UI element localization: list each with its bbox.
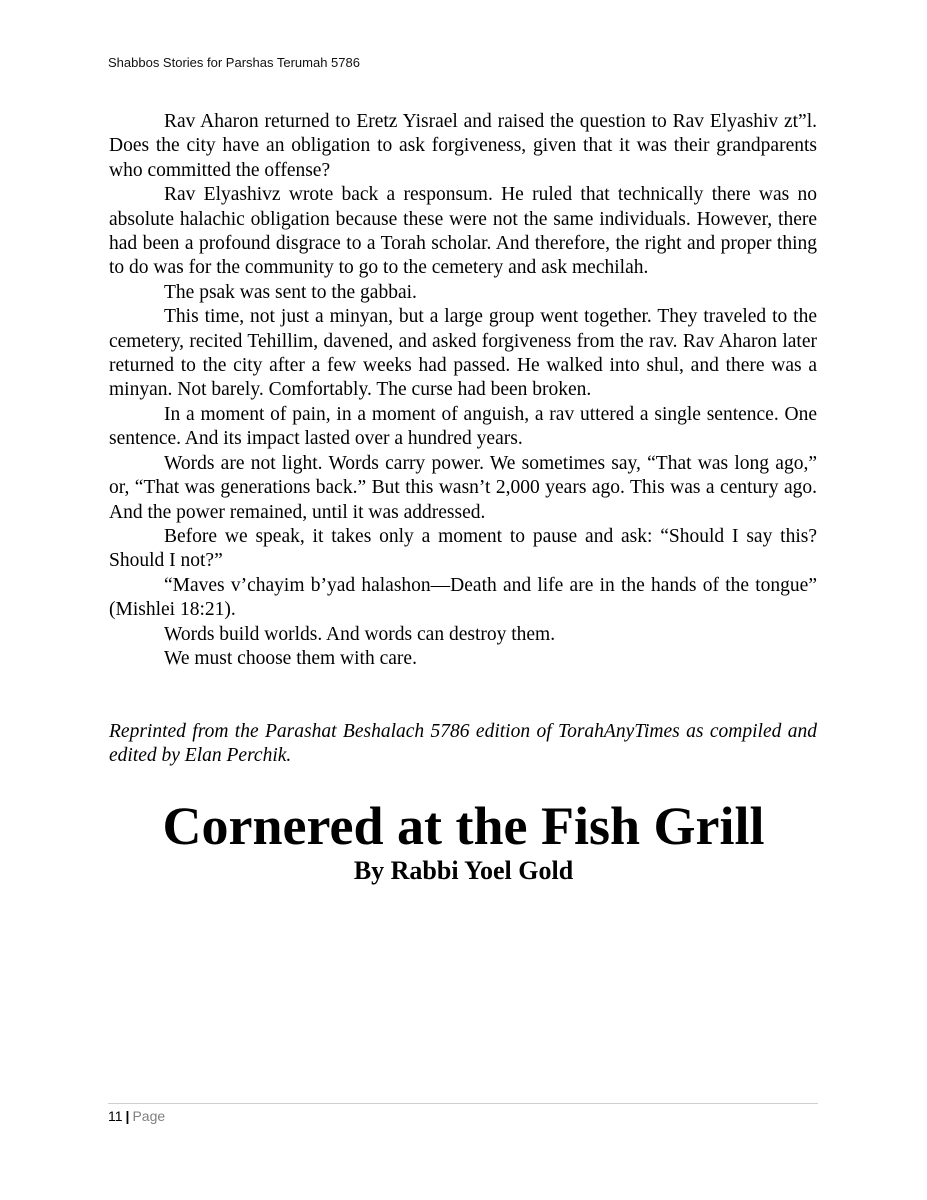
reprint-note: Reprinted from the Parashat Beshalach 5786 edition of TorahAnyTimes as compiled and edited by Elan Perchik. xyxy=(109,721,817,767)
body-paragraph: Before we speak, it takes only a moment to pause and ask: “Should I say this? Should I not?” xyxy=(109,525,817,572)
next-article-title: Cornered at the Fish Grill xyxy=(162,796,765,856)
body-paragraph: Words are not light. Words carry power. We sometimes say, “That was long ago,” or, “That was generations back.” But this wasn’t 2,000 years ago. This was a century ago. And the power remained, until it was addressed. xyxy=(109,452,817,523)
body-paragraph: The psak was sent to the gabbai. xyxy=(164,281,417,303)
running-header: Shabbos Stories for Parshas Terumah 5786 xyxy=(108,55,360,70)
body-paragraph: “Maves v’chayim b’yad halashon—Death and life are in the hands of the tongue” (Mishlei 18:21). xyxy=(109,574,817,621)
body-paragraph: We must choose them with care. xyxy=(164,647,417,669)
footer-divider xyxy=(108,1103,818,1104)
footer-separator: | xyxy=(125,1108,130,1124)
page-label: Page xyxy=(132,1108,166,1124)
page-number: 11 xyxy=(108,1108,123,1124)
body-paragraph: This time, not just a minyan, but a large group went together. They traveled to the cemetery, recited Tehillim, davened, and asked forgiveness from the rav. Rav Aharon later returned to the city after a few weeks had passed. He walked into shul, and there was a minyan. Not barely. Comfortably. The curse had been broken. xyxy=(109,306,817,401)
body-paragraph: Rav Aharon returned to Eretz Yisrael and raised the question to Rav Elyashiv zt”l. Does the city have an obligation to ask forgiveness, given that it was their grandparents who committed the offense? xyxy=(109,111,817,181)
page-footer xyxy=(108,1107,165,1125)
article-body xyxy=(109,110,817,671)
body-paragraph: Rav Elyashivz wrote back a responsum. He ruled that technically there was no absolute halachic obligation because these were not the same individuals. However, there had been a profound disgrace to a Torah scholar. And therefore, the right and proper thing to do was for the community to go to the cemetery and ask mechilah. xyxy=(109,184,817,279)
body-paragraph: Words build worlds. And words can destroy them. xyxy=(164,623,556,645)
body-paragraph: In a moment of pain, in a moment of anguish, a rav uttered a single sentence. One sentence. And its impact lasted over a hundred years. xyxy=(109,403,817,450)
next-article-byline: By Rabbi Yoel Gold xyxy=(353,856,574,885)
